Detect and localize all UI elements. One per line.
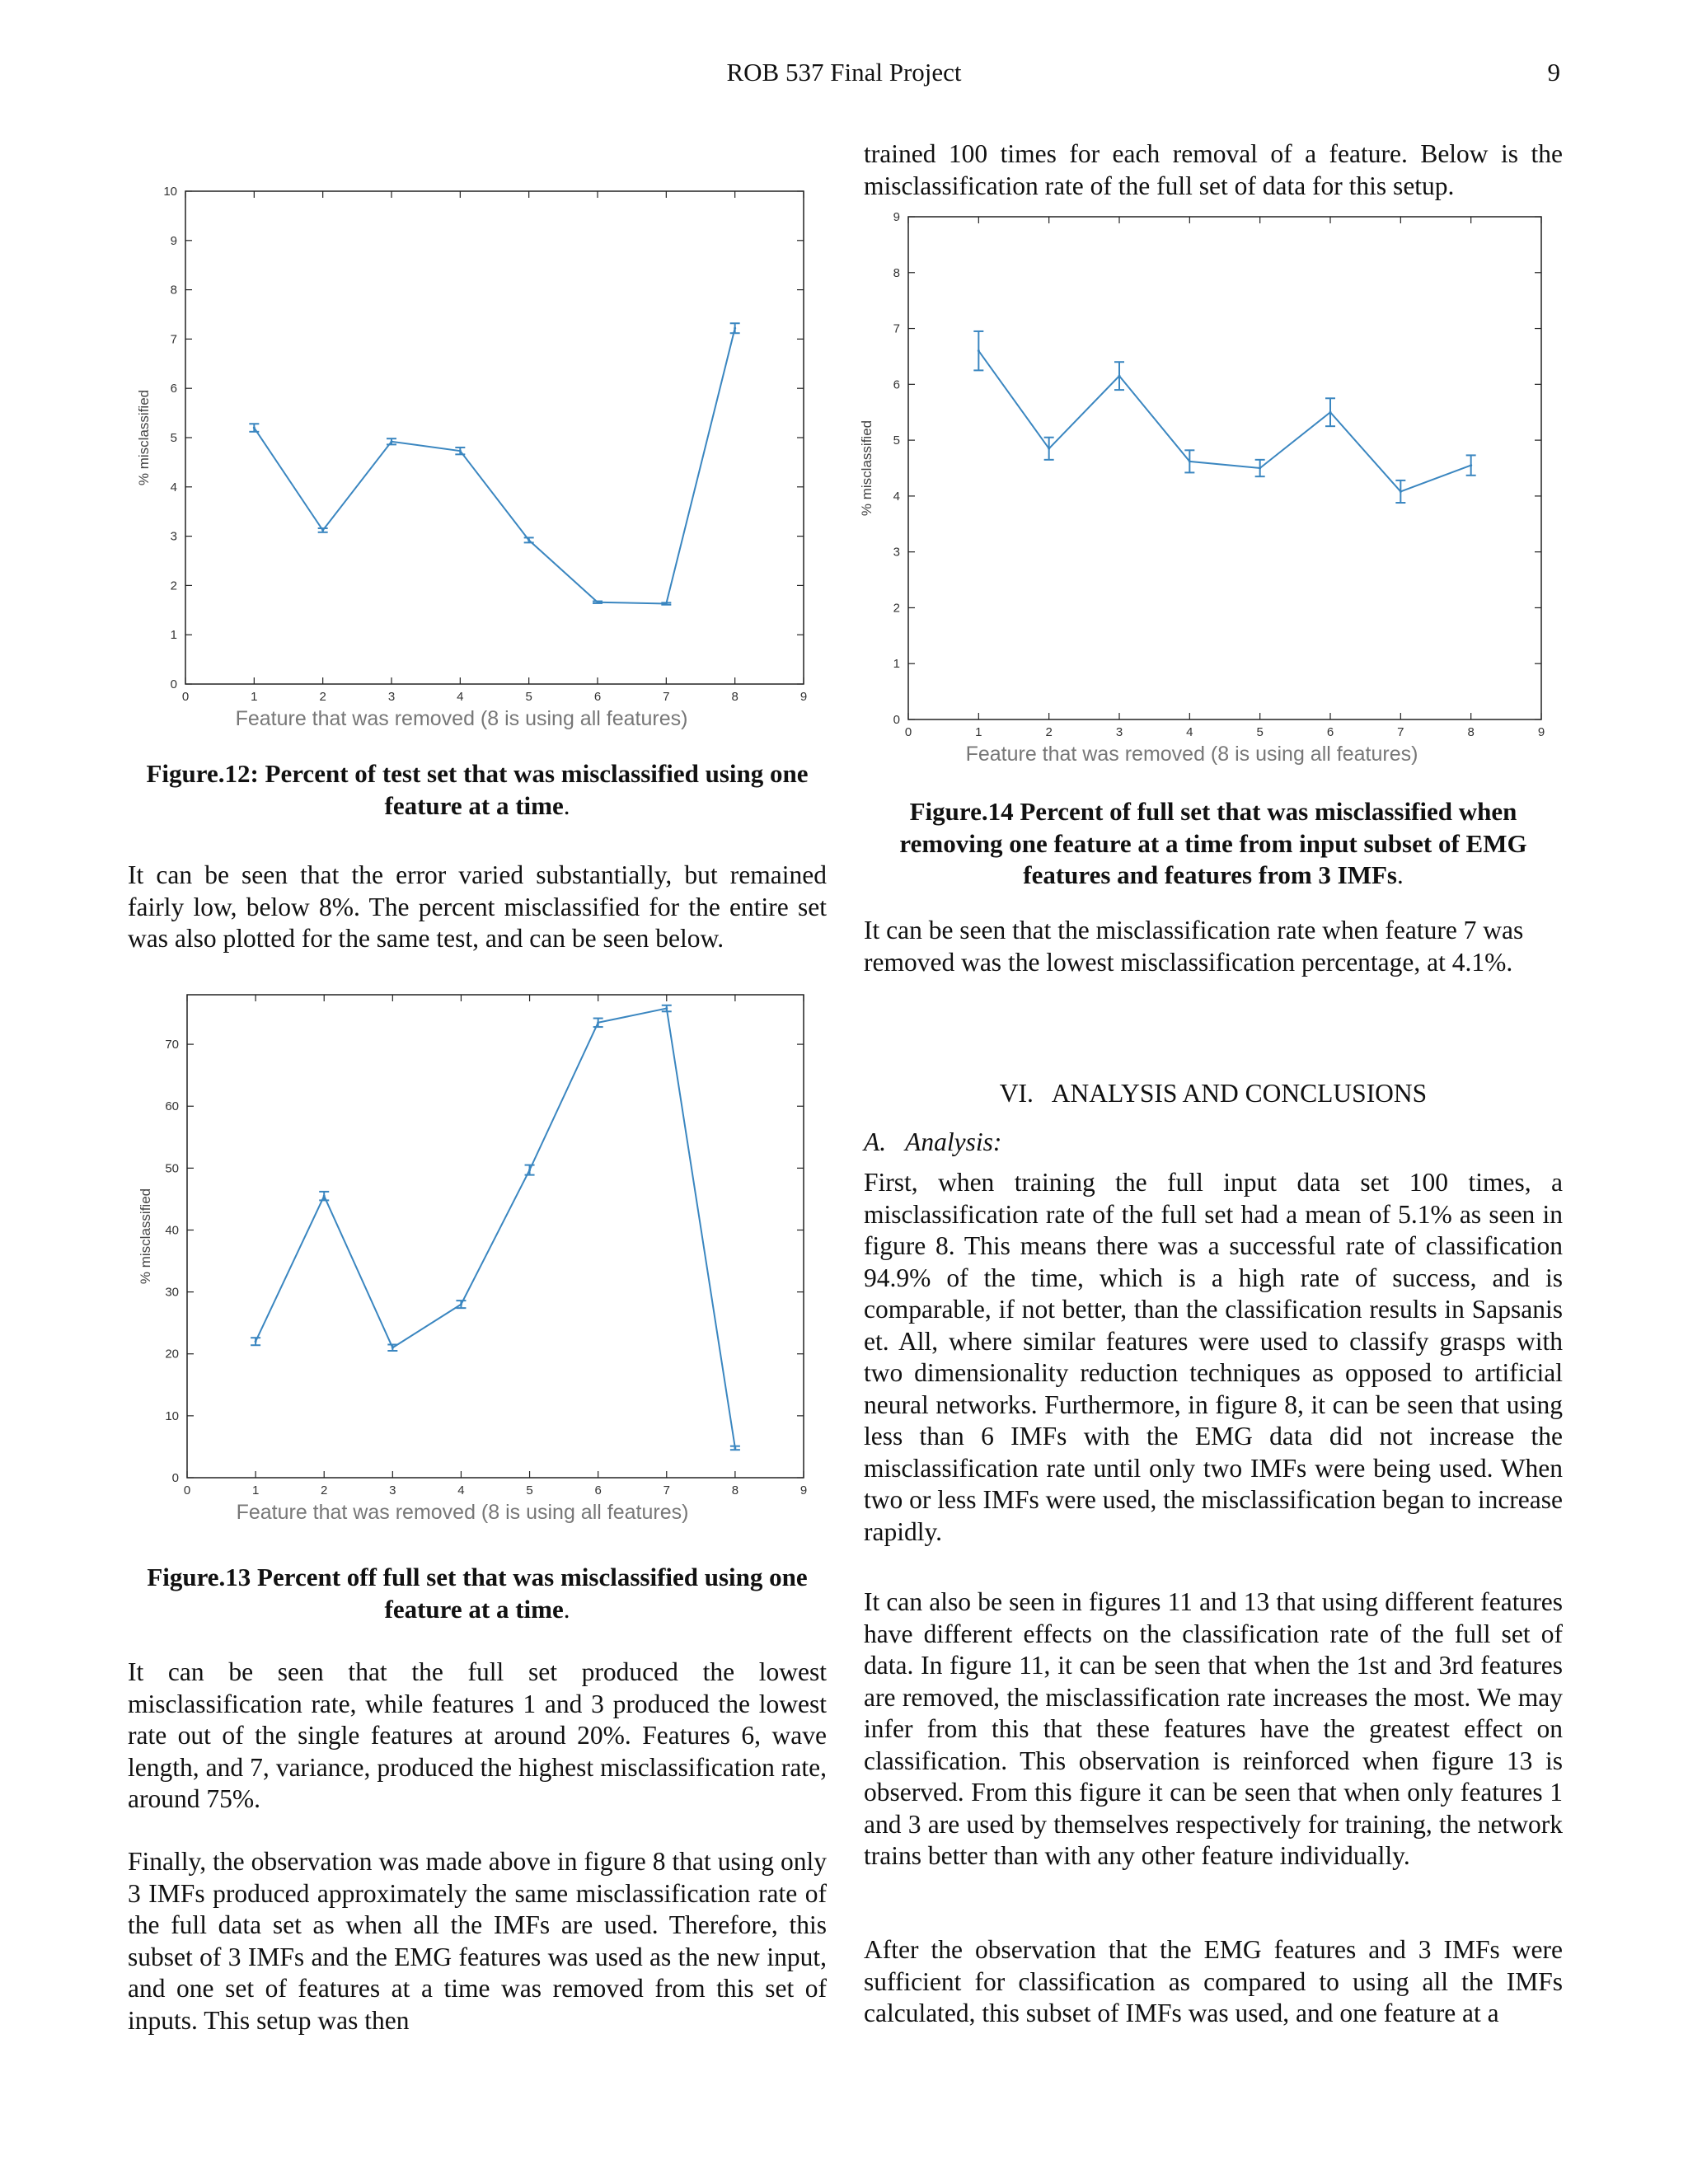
data-point [255, 1340, 257, 1343]
y-tick-label: 1 [893, 657, 900, 672]
x-tick-label: 5 [1256, 725, 1264, 739]
figure-14-chart [857, 202, 1558, 783]
y-tick-label: 6 [893, 377, 900, 392]
x-tick-label: 0 [904, 725, 912, 739]
y-tick-label: 1 [170, 628, 177, 643]
x-tick-label: 7 [663, 690, 670, 704]
x-tick-label: 1 [251, 1483, 260, 1497]
data-point [597, 601, 599, 603]
y-tick-label: 7 [893, 321, 900, 336]
right-paragraph-3-block [864, 1586, 1563, 1872]
y-tick-label: 0 [171, 1471, 179, 1485]
data-point [391, 440, 393, 443]
left-paragraph-1: It can be seen that the error varied substantially, but remained fairly low, below 8%. The percent misclassified for the entire set was also plotted for the same test, and can be seen below. [128, 860, 827, 953]
x-tick-label: 5 [526, 1483, 533, 1497]
x-tick-label: 3 [387, 690, 396, 704]
data-point [734, 1446, 736, 1449]
y-tick-label: 60 [165, 1099, 179, 1114]
x-axis-label: Feature that was removed (8 is using all features) [235, 707, 688, 730]
x-tick-label: 8 [1467, 725, 1475, 739]
data-point [323, 1195, 326, 1197]
x-tick-label: 2 [319, 690, 326, 704]
y-tick-label: 0 [893, 713, 900, 727]
x-tick-label: 6 [594, 1483, 602, 1497]
figure-14-svg [857, 202, 1558, 779]
data-point [665, 1007, 668, 1010]
x-tick-label: 3 [1115, 725, 1123, 739]
figure-12-svg [128, 165, 820, 733]
left-paragraph-3: Finally, the observation was made above in figure 8 that using only 3 IMFs produced approximately the same misclassification rate of the full data set as when all the IMFs are used. Therefore, this subset of 3 IMFs and the EMG features was used as the new input, and one set of features at a time was removed from this set of inputs. This setup was then [128, 1847, 827, 2035]
x-tick-label: 2 [1045, 725, 1053, 739]
figure-13-chart [128, 985, 820, 1533]
plot-frame [185, 191, 804, 684]
series-line [256, 1009, 735, 1448]
figure-12-chart [128, 165, 820, 738]
y-tick-label: 2 [893, 601, 900, 616]
page-header [128, 58, 1560, 94]
y-axis-label: % misclassified [136, 389, 152, 486]
y-tick-label: 6 [170, 382, 177, 396]
y-tick-label: 5 [893, 434, 900, 448]
plot-frame [908, 217, 1541, 719]
figure-13-svg [128, 985, 820, 1529]
series-line [254, 328, 734, 603]
x-tick-label: 4 [457, 690, 464, 704]
x-tick-label: 0 [181, 690, 190, 704]
y-axis-label: % misclassified [138, 1188, 153, 1285]
data-point [1259, 467, 1261, 470]
data-point [459, 450, 462, 452]
x-tick-label: 3 [389, 1483, 396, 1497]
data-point [1470, 464, 1472, 466]
x-tick-label: 2 [321, 1483, 328, 1497]
x-tick-label: 1 [251, 690, 258, 704]
y-tick-label: 2 [170, 579, 177, 593]
data-point [1048, 448, 1050, 450]
right-paragraph-3: It can also be seen in figures 11 and 13 that using different features have different effects on the classification rate of the full set of data. In figure 11, it can be seen that when the 1st and 3rd features are removed, the misclassification rate increases the most. We may infer from this that these features have the greatest effect on classification. This observation is reinforced when figure 13 is observed. From this figure it can be seen that when only features 1 and 3 are used by themselves respectively for training, the network trains better than with any other feature individually. [864, 1587, 1563, 1870]
data-point [597, 1021, 599, 1024]
y-tick-label: 40 [165, 1223, 179, 1238]
data-point [734, 327, 736, 330]
x-tick-label: 8 [731, 690, 738, 704]
y-tick-label: 10 [165, 1408, 179, 1423]
data-point [528, 1169, 531, 1171]
y-tick-label: 30 [165, 1285, 179, 1300]
figure-13-caption-block [128, 1562, 827, 1625]
y-tick-label: 8 [170, 283, 177, 298]
left-paragraph-2-block [128, 1657, 827, 1816]
right-paragraph-2: First, when training the full input data set 100 times, a misclassification rate of the full set had a mean of 5.1% as seen in figure 8. This means there was a successful rate of classification 94.9% of the time, which is a high rate of success, and is comparable, if not better, than the classification results in Sapsanis et. All, where similar features were used to classify grasps with two dimensionality reduction techniques as opposed to artificial neural networks. Furthermore, in figure 8, it can be seen that using less than 6 IMFs with the EMG data did not increase the misclassification rate until only two IMFs were being used. When two or less IMFs were used, the misclassification began to increase rapidly. [864, 1168, 1563, 1546]
x-tick-label: 6 [593, 690, 602, 704]
figure-12-caption-block [128, 758, 827, 822]
x-tick-label: 5 [525, 690, 532, 704]
data-point [460, 1303, 462, 1305]
x-tick-label: 9 [799, 690, 808, 704]
figure-12-caption: Figure.12: Percent of test set that was misclassified using one feature at a time. [146, 759, 809, 820]
data-point [392, 1347, 394, 1349]
x-tick-label: 4 [1186, 725, 1193, 739]
subsection-heading: A. Analysis: [864, 1127, 1002, 1156]
left-paragraph-3-block [128, 1846, 827, 2036]
data-point [253, 427, 256, 429]
y-tick-label: 20 [165, 1347, 179, 1361]
y-tick-label: 10 [163, 185, 177, 199]
y-tick-label: 3 [170, 529, 177, 544]
x-tick-label: 9 [799, 1483, 808, 1497]
figure-14-caption: Figure.14 Percent of full set that was misclassified when removing one feature at a time from input subset of EMG features and features from 3 IMFs. [899, 797, 1527, 889]
y-tick-label: 9 [893, 210, 900, 224]
y-tick-label: 4 [893, 489, 900, 504]
data-point [1118, 375, 1121, 377]
left-paragraph-1-block [128, 860, 827, 955]
left-paragraph-2: It can be seen that the full set produced the lowest misclassification rate, while features 1 and 3 produced the lowest rate out of the single features at around 20%. Features 6, wave length, and 7, variance, produced the highest misclassification rate, around 75%. [128, 1657, 827, 1813]
right-paragraph-1-block [864, 915, 1563, 978]
x-tick-label: 9 [1537, 725, 1545, 739]
y-tick-label: 70 [165, 1038, 179, 1052]
x-tick-label: 0 [183, 1483, 191, 1497]
x-axis-label: Feature that was removed (8 is using all features) [236, 1501, 689, 1524]
figure-13-caption: Figure.13 Percent off full set that was misclassified using one feature at a time. [147, 1563, 808, 1624]
y-axis-label: % misclassified [859, 419, 874, 517]
x-tick-label: 8 [731, 1483, 739, 1497]
y-tick-label: 7 [170, 332, 177, 347]
x-tick-label: 7 [663, 1483, 670, 1497]
section-heading-block [864, 1078, 1563, 1110]
page-number: 9 [1547, 58, 1560, 87]
data-point [978, 349, 980, 352]
y-tick-label: 5 [170, 431, 177, 445]
section-heading: VI. ANALYSIS AND CONCLUSIONS [999, 1079, 1428, 1108]
right-paragraph-0-block [864, 138, 1563, 202]
y-tick-label: 8 [893, 265, 900, 280]
x-tick-label: 4 [457, 1483, 465, 1497]
data-point [528, 539, 530, 541]
x-tick-label: 7 [1397, 725, 1404, 739]
y-tick-label: 3 [893, 545, 900, 560]
y-tick-label: 4 [170, 480, 177, 494]
right-paragraph-0: trained 100 times for each removal of a feature. Below is the misclassification rate of the full set of data for this setup. [864, 139, 1563, 200]
running-title: ROB 537 Final Project [726, 58, 962, 87]
data-point [321, 529, 324, 532]
right-paragraph-1: It can be seen that the misclassification rate when feature 7 was removed was the lowest misclassification percentage, at 4.1%. [864, 916, 1524, 977]
figure-14-caption-block [864, 796, 1563, 892]
right-paragraph-4: After the observation that the EMG features and 3 IMFs were sufficient for classification as compared to using all the IMFs calculated, this subset of IMFs was used, and one feature at a [864, 1935, 1563, 2027]
y-tick-label: 50 [165, 1161, 179, 1176]
data-point [1189, 460, 1191, 462]
y-tick-label: 0 [170, 677, 177, 691]
right-paragraph-4-block [864, 1934, 1563, 2030]
x-axis-label: Feature that was removed (8 is using all features) [965, 743, 1418, 766]
right-paragraph-2-block [864, 1167, 1563, 1548]
data-point [665, 602, 668, 605]
data-point [1400, 490, 1402, 493]
y-tick-label: 9 [170, 233, 177, 248]
subsection-heading-block [864, 1127, 1563, 1159]
x-tick-label: 6 [1326, 725, 1334, 739]
series-line [978, 351, 1470, 492]
data-point [1329, 411, 1332, 414]
x-tick-label: 1 [975, 725, 982, 739]
